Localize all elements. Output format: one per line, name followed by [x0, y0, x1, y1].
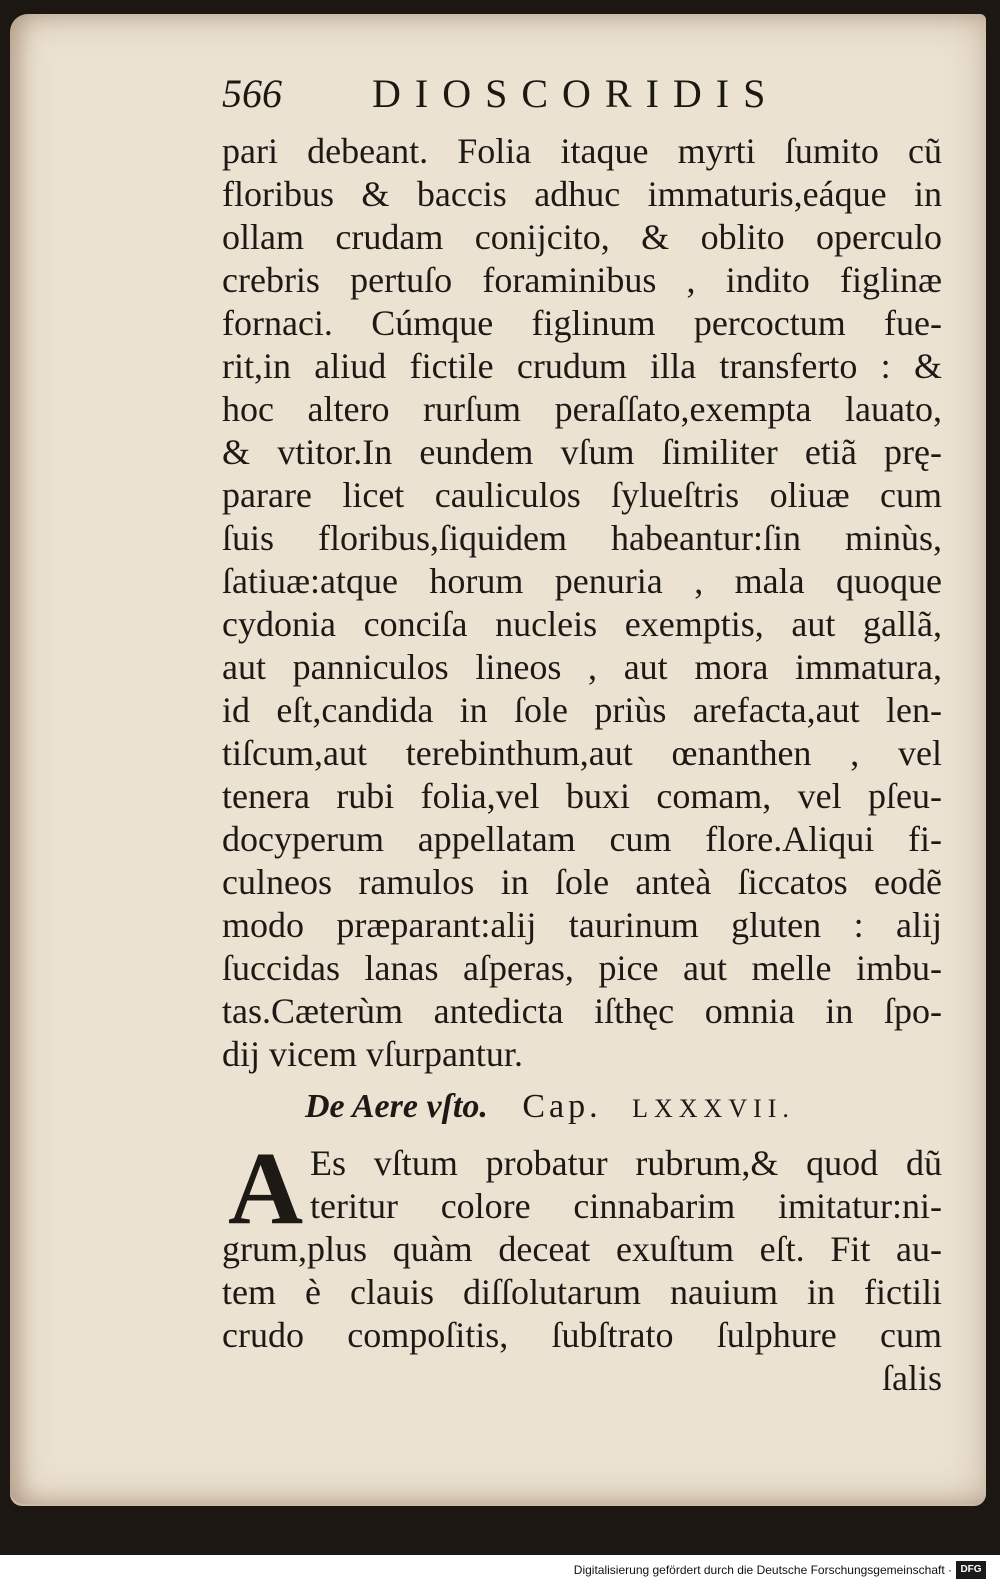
chapter-line: grum,plus quàm deceat exuſtum eſt. Fit au-	[222, 1229, 942, 1269]
text-line: ſuccidas lanas aſperas, pice aut melle imbu-	[222, 948, 942, 988]
text-line: modo præparant:alij taurinum gluten : alij	[222, 905, 942, 945]
chapter-title: De Aere vſto.	[305, 1088, 488, 1125]
running-head: DIOSCORIDIS	[372, 71, 780, 116]
chapter-line: teritur colore cinnabarim imitatur:ni-	[310, 1186, 942, 1226]
text-line: cydonia conciſa nucleis exemptis, aut gallã,	[222, 604, 942, 644]
text-line: ſatiuæ:atque horum penuria , mala quoque	[222, 561, 942, 601]
text-line: pari debeant. Folia itaque myrti ſumito cũ	[222, 131, 942, 171]
footer-credit: Digitalisierung gefördert durch die Deutsche Forschungsgemeinschaft ·	[573, 1563, 952, 1577]
text-line: tenera rubi folia,vel buxi comam, vel pſeu-	[222, 776, 942, 816]
text-line: dij vicem vſurpantur.	[222, 1034, 523, 1074]
text-line: ſuis floribus,ſiquidem habeantur:ſin minùs,	[222, 518, 942, 558]
page-number: 566	[222, 71, 282, 116]
page-header	[222, 70, 942, 126]
text-line: tas.Cæterùm antedicta iſthęc omnia in ſpo-	[222, 991, 942, 1031]
text-line: fornaci. Cúmque figlinum percoctum fue-	[222, 303, 942, 343]
text-line: hoc altero rurſum peraſſato,exempta lauato,	[222, 389, 942, 429]
text-line: id eſt,candida in ſole priùs arefacta,aut len-	[222, 690, 942, 730]
text-line: floribus & baccis adhuc immaturis,eáque in	[222, 174, 942, 214]
body-text	[222, 130, 942, 1076]
text-line: culneos ramulos in ſole anteà ſiccatos eodẽ	[222, 862, 942, 902]
text-line: crebris pertuſo foraminibus , indito figlinæ	[222, 260, 942, 300]
chapter-number: LXXXVII.	[632, 1094, 795, 1123]
text-line: & vtitor.In eundem vſum ſimiliter etiã prę-	[222, 432, 942, 472]
text-line: rit,in aliud fictile crudum illa transferto : &	[222, 346, 942, 386]
chapter-line: crudo compoſitis, ſubſtrato ſulphure cum	[222, 1315, 942, 1355]
footer-bar	[0, 1555, 1000, 1587]
chapter-body	[222, 1131, 942, 1400]
text-line: aut panniculos lineos , aut mora immatura,	[222, 647, 942, 687]
text-line: parare licet cauliculos ſylueſtris oliuæ cum	[222, 475, 942, 515]
text-line: ollam crudam conijcito, & oblito operculo	[222, 217, 942, 257]
text-line: docyperum appellatam cum flore.Aliqui fi-	[222, 819, 942, 859]
drop-cap: A	[228, 1131, 304, 1246]
chapter-line: tem è clauis diſſolutarum nauium in fictili	[222, 1272, 942, 1312]
text-line: tiſcum,aut terebinthum,aut œnanthen , vel	[222, 733, 942, 773]
catchword: ſalis	[882, 1358, 942, 1398]
chapter-heading	[305, 1088, 925, 1138]
dfg-logo: DFG	[956, 1561, 986, 1579]
chapter-line: Es vſtum probatur rubrum,& quod dũ	[310, 1143, 942, 1183]
chapter-label: Cap.	[522, 1088, 602, 1125]
